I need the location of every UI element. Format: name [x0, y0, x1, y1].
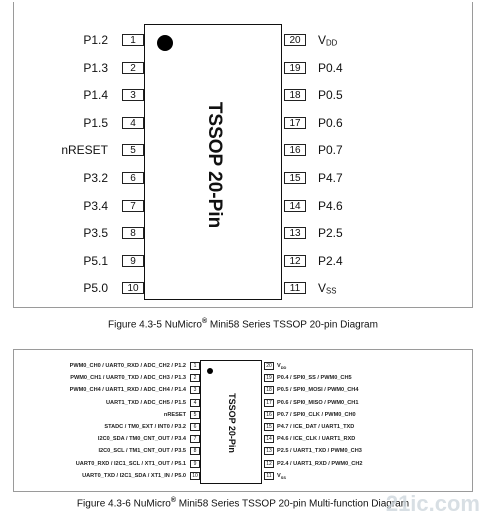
pin-label: nRESET: [61, 143, 108, 158]
pin-label: P0.4 / SPI0_SS / PWM0_CH5: [277, 375, 352, 382]
pin-number-5: 5: [190, 411, 200, 419]
pin-label: P2.4: [318, 253, 343, 268]
pin-number-10: 10: [122, 282, 144, 294]
pin-label: nRESET: [163, 411, 186, 418]
pin-number-12: 12: [264, 460, 274, 468]
pin-number-1: 1: [122, 34, 144, 46]
pin-label: P0.7: [318, 143, 343, 158]
pin-label: P1.5: [83, 115, 108, 130]
pin-number-6: 6: [190, 423, 200, 431]
pin-number-15: 15: [264, 423, 274, 431]
pin-label: P0.7 / SPI0_CLK / PWM0_CH0: [277, 411, 356, 418]
pin-number-11: 11: [264, 472, 274, 480]
pin1-marker-dot: [207, 368, 213, 374]
pin-number-11: 11: [284, 282, 306, 294]
ic-package-outline-small: [200, 360, 262, 484]
pin-number-20: 20: [264, 362, 274, 370]
pin-label: P3.5: [83, 226, 108, 241]
package-title: TSSOP 20-Pin: [227, 393, 237, 453]
pin-number-3: 3: [122, 89, 144, 101]
pin-label: P3.4: [83, 198, 108, 213]
pin-label: I2C0_SCL / TM1_CNT_OUT / P3.5: [98, 448, 186, 455]
pin-number-18: 18: [264, 386, 274, 394]
pin-label: P1.2: [83, 33, 108, 47]
pin-label: $V_{DD}$: [318, 33, 338, 48]
pin-label: P4.7: [318, 171, 343, 185]
pin-label: P2.5: [318, 226, 343, 241]
pin-label: UART0_RXD / I2C1_SCL / XT1_OUT / P5.1: [75, 460, 186, 467]
figure-caption: Figure 4.3-6 NuMicro® Mini58 Series TSSOP 20-pin Multi-function Diagram: [76, 497, 410, 510]
pin-number-5: 5: [122, 144, 144, 156]
pin-number-17: 17: [284, 117, 306, 129]
pin-label: PWM0_CH4 / UART1_RXD / ADC_CH4 / P1.4: [69, 387, 186, 394]
package-title: TSSOP 20-Pin: [204, 101, 225, 229]
pin-label: P2.5 / UART1_TXD / PWM0_CH3: [277, 448, 362, 455]
pin-label: UART0_TXD / I2C1_SDA / XT1_IN / P5.0: [82, 472, 186, 479]
pin-label: $V_{SS}$: [277, 472, 286, 480]
pin-number-18: 18: [284, 89, 306, 101]
pin-label: P4.6 / ICE_CLK / UART1_RXD: [277, 436, 356, 443]
pin-number-14: 14: [264, 435, 274, 443]
pin-number-2: 2: [122, 62, 144, 74]
pin-number-16: 16: [264, 411, 274, 419]
pin-number-2: 2: [190, 374, 200, 382]
pin1-marker-dot: [157, 35, 173, 51]
pin-number-7: 7: [190, 435, 200, 443]
pin-number-16: 16: [284, 144, 306, 156]
pin-label: P0.5: [318, 88, 343, 103]
pin-label: $V_{DD}$: [277, 363, 287, 371]
figure-caption: Figure 4.3-5 NuMicro® Mini58 Series TSSOP 20-pin Diagram: [108, 318, 378, 331]
pin-label: P0.6: [318, 115, 343, 130]
pin-label: P4.7 / ICE_DAT / UART1_TXD: [277, 424, 355, 430]
pin-number-9: 9: [190, 460, 200, 468]
pin-label: STADC / TM0_EXT / INT0 / P3.2: [104, 424, 186, 430]
pin-label: P0.6 / SPI0_MISO / PWM0_CH1: [277, 399, 359, 406]
pin-label: P4.6: [318, 198, 343, 213]
pin-number-19: 19: [284, 62, 306, 74]
pin-label: PWM0_CH1 / UART0_TXD / ADC_CH3 / P1.3: [70, 375, 186, 382]
pin-number-7: 7: [122, 200, 144, 212]
pin-number-14: 14: [284, 200, 306, 212]
pin-label: P5.0: [83, 281, 108, 296]
pin-label: PWM0_CH0 / UART0_RXD / ADC_CH2 / P1.2: [69, 363, 186, 369]
pin-label: P0.4: [318, 60, 343, 75]
pin-number-1: 1: [190, 362, 200, 370]
pin-label: I2C0_SDA / TM0_CNT_OUT / P3.4: [97, 436, 186, 443]
pin-number-6: 6: [122, 172, 144, 184]
pin-number-8: 8: [122, 227, 144, 239]
ic-package-outline: [144, 24, 282, 300]
pin-label: P1.3: [83, 60, 108, 75]
pin-label: $V_{SS}$: [318, 281, 337, 296]
pin-label: UART1_TXD / ADC_CH5 / P1.5: [106, 399, 186, 406]
pin-label: P0.5 / SPI0_MOSI / PWM0_CH4: [277, 387, 359, 394]
pin-number-13: 13: [264, 447, 274, 455]
pin-number-17: 17: [264, 399, 274, 407]
pin-number-20: 20: [284, 34, 306, 46]
pin-number-13: 13: [284, 227, 306, 239]
pin-number-3: 3: [190, 386, 200, 394]
pin-number-10: 10: [190, 472, 200, 480]
pin-label: P2.4 / UART1_RXD / PWM0_CH2: [277, 460, 363, 467]
pin-label: P3.2: [83, 171, 108, 185]
watermark-logo: 21ic.com: [385, 491, 480, 516]
pin-label: P1.4: [83, 88, 108, 103]
pin-number-12: 12: [284, 255, 306, 267]
pin-number-15: 15: [284, 172, 306, 184]
pin-number-4: 4: [122, 117, 144, 129]
pin-number-9: 9: [122, 255, 144, 267]
pin-number-4: 4: [190, 399, 200, 407]
pin-number-19: 19: [264, 374, 274, 382]
pin-number-8: 8: [190, 447, 200, 455]
pin-label: P5.1: [83, 253, 108, 268]
